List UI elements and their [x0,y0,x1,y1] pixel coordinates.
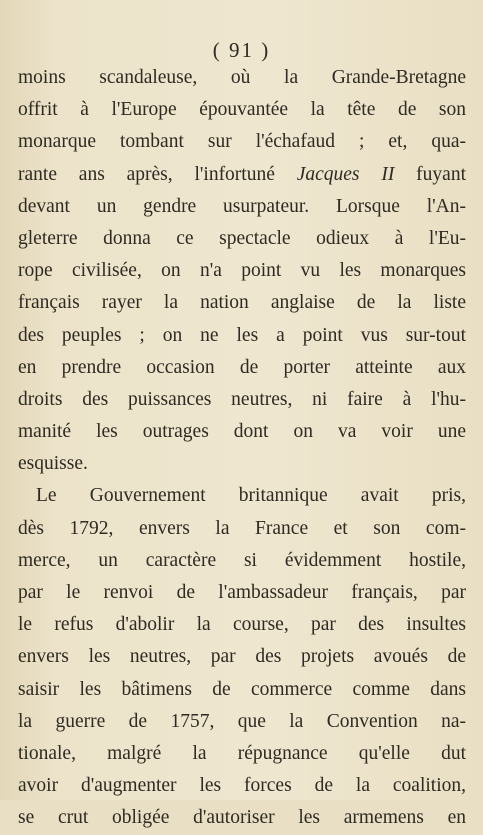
text-line: esquisse. [18,453,88,475]
text-line: moins scandaleuse, où la Grande-Bretagne [18,67,466,88]
text-line: manité les outrages dont on va voir une [18,421,466,443]
text-line: tionale, malgré la répugnance qu'elle dut [18,742,466,764]
text-segment: rante ans après, l'infortuné [18,163,275,185]
text-line: merce, un caractère si évidemment hostile, [18,549,466,571]
text-line: par le renvoi de l'ambassadeur français, par [18,582,466,603]
body-text [18,62,466,835]
text-line: la guerre de 1757, que la Convention na- [18,710,466,732]
text-line: des peuples ; on ne les a point vus sur-tout [18,324,466,346]
page-number: ( 91 ) [212,38,271,62]
text-line: envers les neutres, par des projets avoués de [18,646,466,668]
text-line: avoir d'augmenter les forces de la coalition, [18,775,466,797]
italic-name: Jacques II [296,163,395,185]
text-line: en prendre occasion de porter atteinte aux [18,356,466,378]
text-line: se crut obligée d'autoriser les armemens en [18,807,466,829]
text-line: devant un gendre usurpateur. Lorsque l'An- [18,195,466,217]
text-line: droits des puissances neutres, ni faire à l'hu- [18,388,466,410]
text-line: monarque tombant sur l'échafaud ; et, qua- [18,131,466,153]
text-line: dès 1792, envers la France et son com- [18,517,466,539]
text-line: rope civilisée, on n'a point vu les monarques [18,260,466,282]
text-line: le refus d'abolir la course, par des insultes [18,614,466,636]
text-line [18,159,466,191]
text-segment: fuyant [394,163,466,185]
text-line: gleterre donna ce spectacle odieux à l'Eu- [18,227,466,249]
text-line: offrit à l'Europe épouvantée la tête de son [18,99,466,121]
text-line: français rayer la nation anglaise de la liste [18,292,466,314]
text-line: saisir les bâtimens de commerce comme dans [18,678,466,700]
text-line: Le Gouvernement britannique avait pris, [36,485,466,507]
